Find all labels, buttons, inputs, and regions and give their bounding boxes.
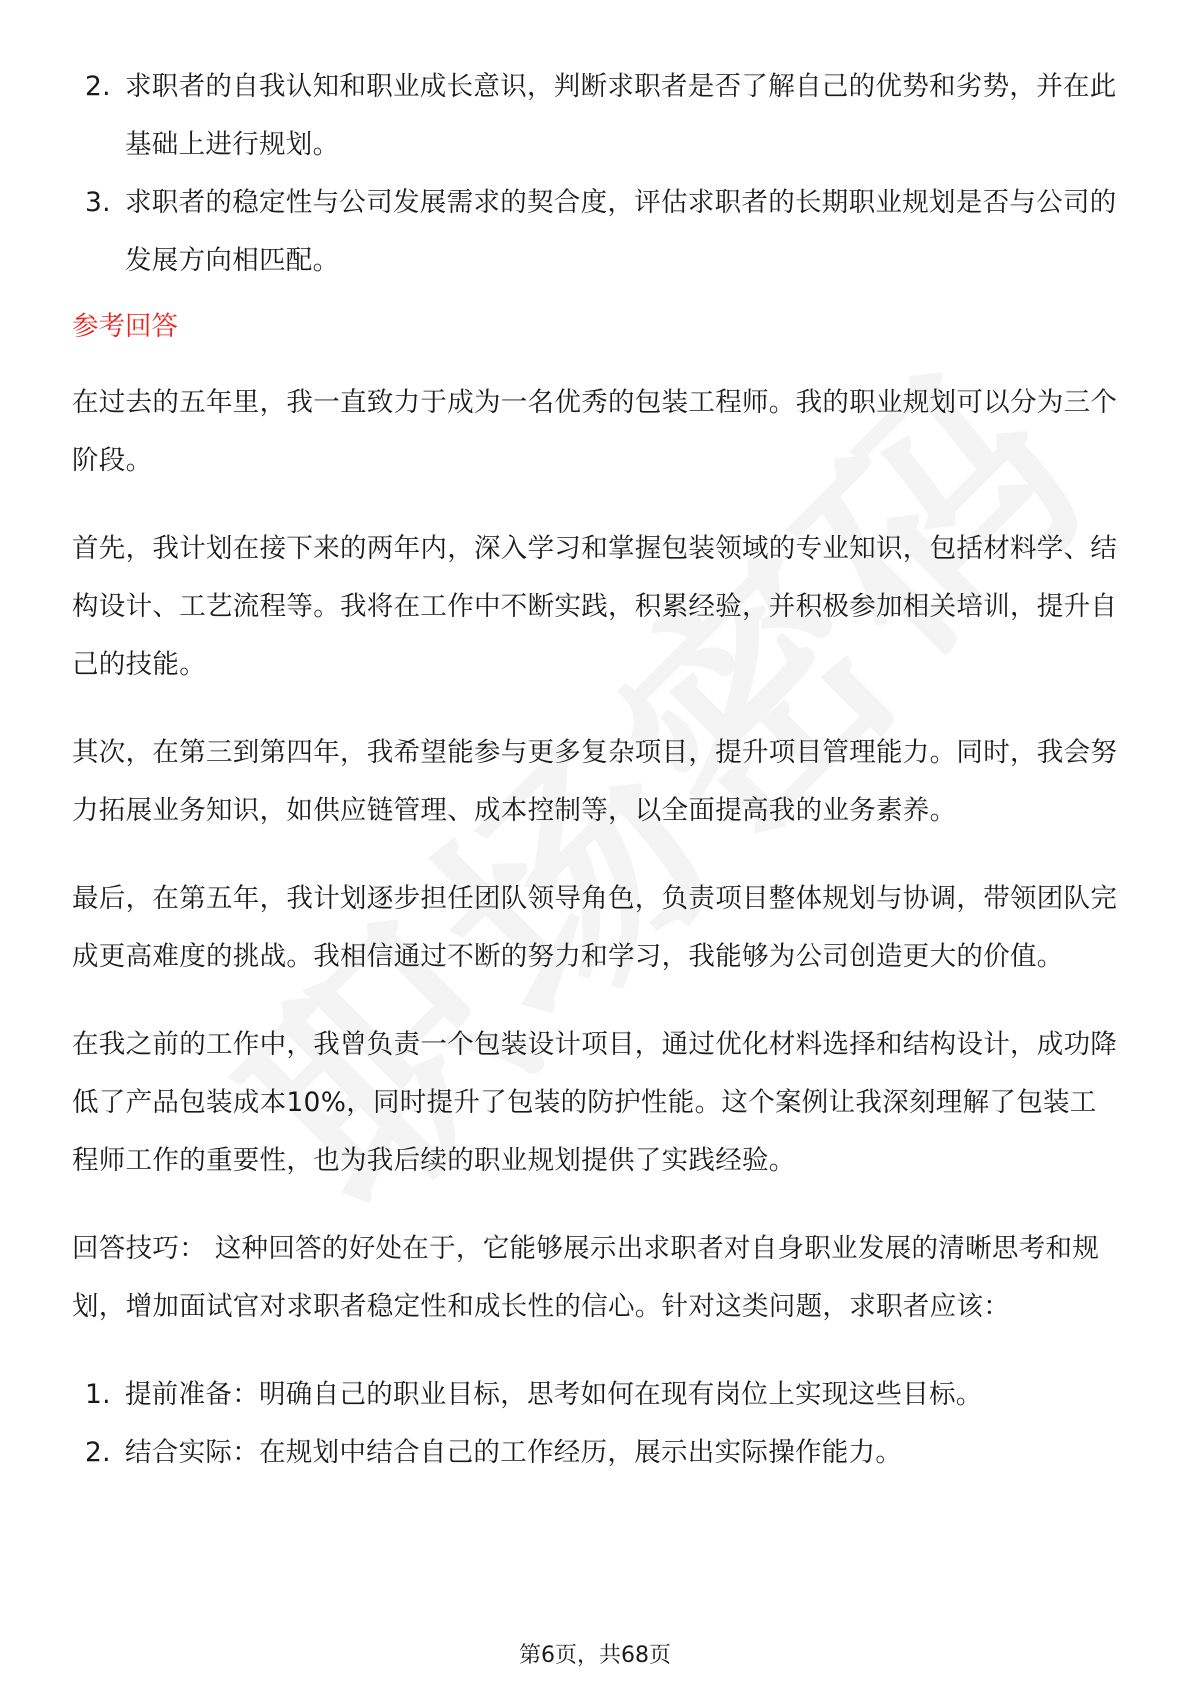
list-item-text: 提前准备：明确自己的职业目标，思考如何在现有岗位上实现这些目标。 <box>125 1379 983 1410</box>
list-item <box>72 58 1122 174</box>
paragraph: 其次，在第三到第四年，我希望能参与更多复杂项目，提升项目管理能力。同时，我会努力拓展业务知识，如供应链管理、成本控制等，以全面提高我的业务素养。 <box>72 737 1118 826</box>
list-item-number: 2. <box>85 71 111 102</box>
list-item-text: 求职者的自我认知和职业成长意识，判断求职者是否了解自己的优势和劣势，并在此基础上进行规划。 <box>125 71 1117 160</box>
list-item <box>72 174 1122 290</box>
section-heading: 参考回答 <box>72 311 178 342</box>
list-item <box>72 1424 1122 1482</box>
list-item-text: 求职者的稳定性与公司发展需求的契合度，评估求职者的长期职业规划是否与公司的发展方向相匹配。 <box>125 187 1117 276</box>
paragraph: 最后，在第五年，我计划逐步担任团队领导角色，负责项目整体规划与协调，带领团队完成更高难度的挑战。我相信通过不断的努力和学习，我能够为公司创造更大的价值。 <box>72 883 1118 972</box>
list-item-number: 3. <box>85 187 111 218</box>
list-item-number: 2. <box>85 1437 111 1468</box>
paragraph: 回答技巧： 这种回答的好处在于，它能够展示出求职者对自身职业发展的清晰思考和规划，增加面试官对求职者稳定性和成长性的信心。针对这类问题，求职者应该： <box>72 1233 1100 1322</box>
list-item-number: 1. <box>85 1379 111 1410</box>
page-footer: 第6页，共68页 <box>519 1643 671 1668</box>
paragraph: 在过去的五年里，我一直致力于成为一名优秀的包装工程师。我的职业规划可以分为三个阶段。 <box>72 387 1118 476</box>
document-body <box>72 58 1122 1482</box>
tips-list <box>72 1366 1122 1482</box>
criteria-list <box>72 58 1122 290</box>
list-item-text: 结合实际：在规划中结合自己的工作经历，展示出实际操作能力。 <box>125 1437 903 1468</box>
list-item <box>72 1366 1122 1424</box>
paragraph: 首先，我计划在接下来的两年内，深入学习和掌握包装领域的专业知识，包括材料学、结构设计、工艺流程等。我将在工作中不断实践，积累经验，并积极参加相关培训，提升自己的技能。 <box>72 533 1118 680</box>
paragraph: 在我之前的工作中，我曾负责一个包装设计项目，通过优化材料选择和结构设计，成功降低了产品包装成本10%，同时提升了包装的防护性能。这个案例让我深刻理解了包装工程师工作的重要性，也为我后续的职业规划提供了实践经验。 <box>72 1029 1118 1176</box>
